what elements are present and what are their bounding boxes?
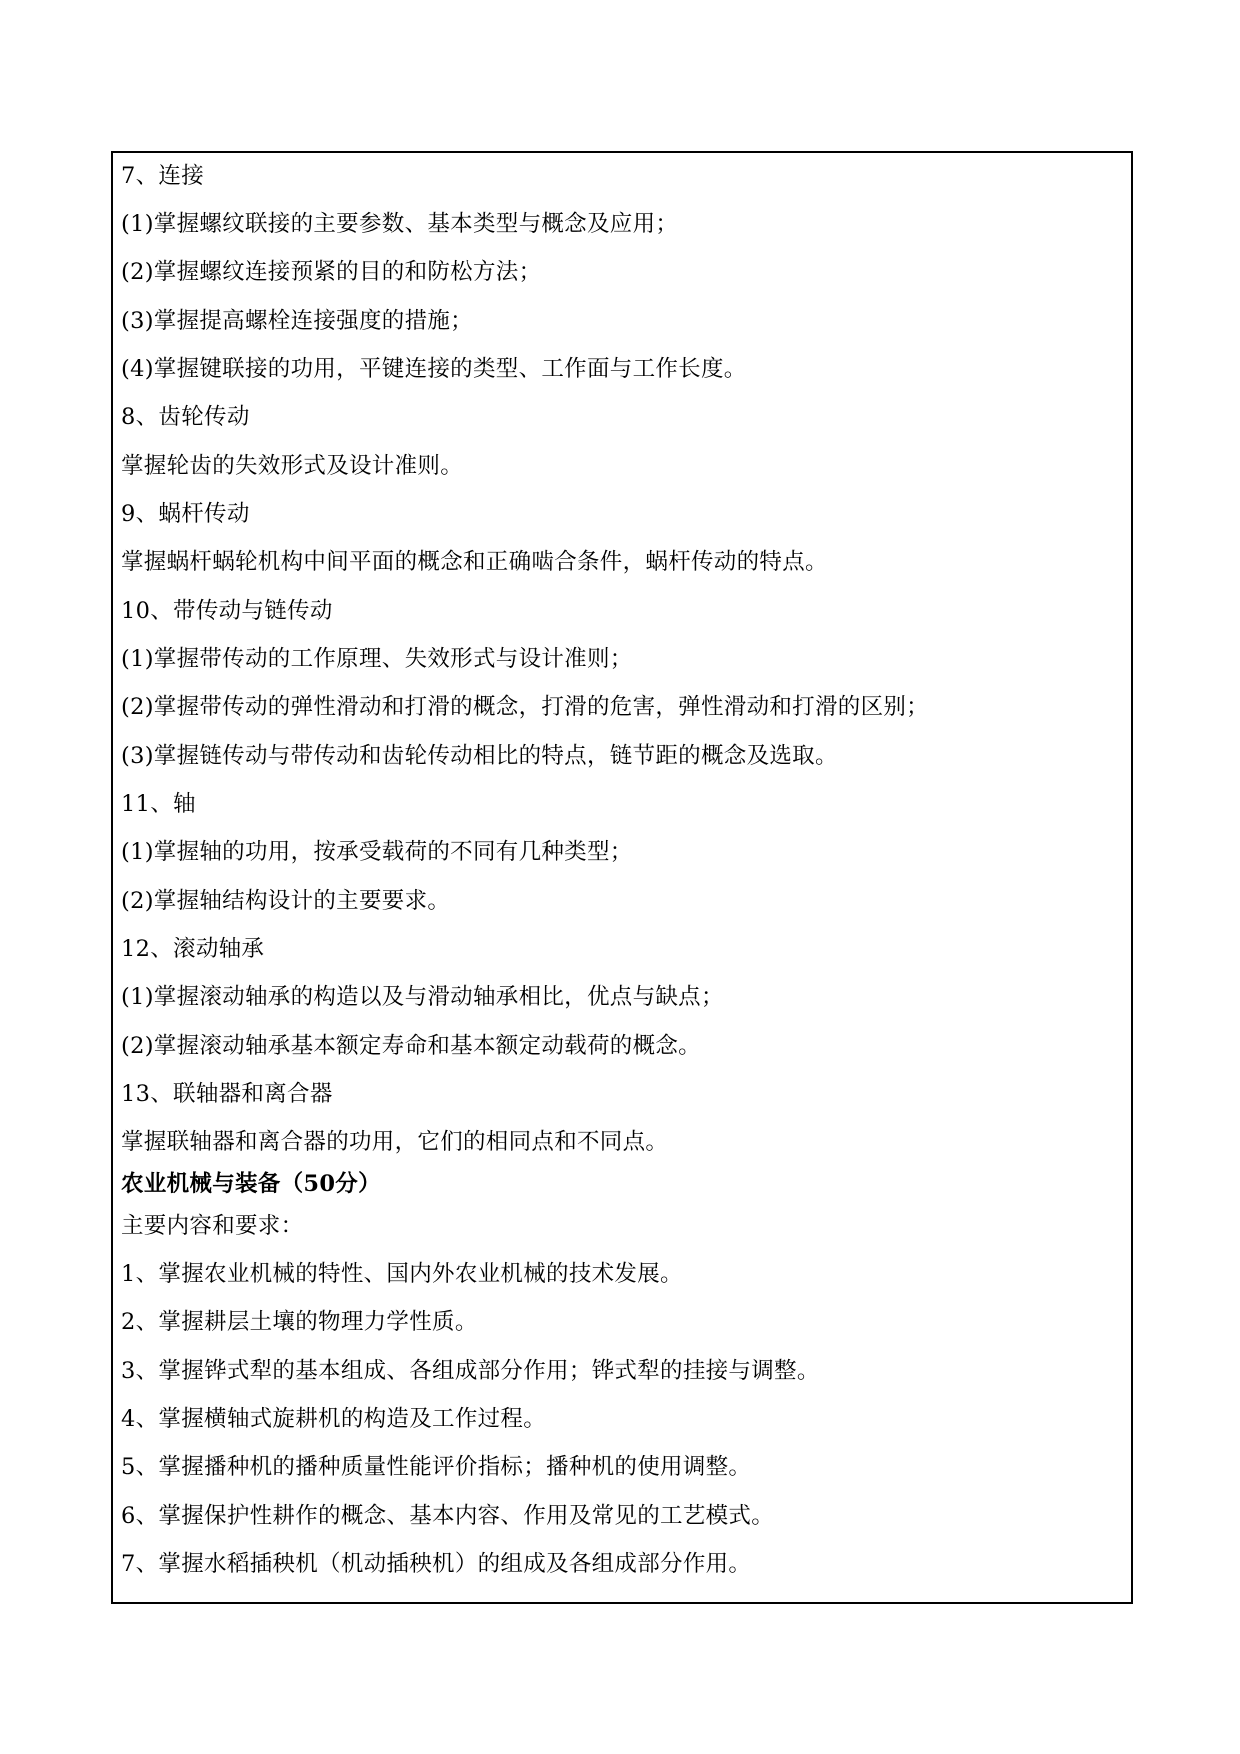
text-line: (1)掌握螺纹联接的主要参数、基本类型与概念及应用； — [121, 211, 679, 237]
text-line: (1)掌握轴的功用，按承受载荷的不同有几种类型； — [121, 839, 633, 865]
text-line: (3)掌握提高螺栓连接强度的措施； — [121, 308, 473, 334]
section-heading-connection: 7、连接 — [121, 163, 205, 189]
subject-heading-agricultural-machinery: 农业机械与装备（50分） — [121, 1171, 381, 1197]
text-line: 7、掌握水稻插秧机（机动插秧机）的组成及各组成部分作用。 — [121, 1551, 752, 1577]
text-line: 1、掌握农业机械的特性、国内外农业机械的技术发展。 — [121, 1261, 683, 1287]
text-line: (2)掌握带传动的弹性滑动和打滑的概念，打滑的危害，弹性滑动和打滑的区别； — [121, 694, 929, 720]
text-line: 6、掌握保护性耕作的概念、基本内容、作用及常见的工艺模式。 — [121, 1503, 775, 1529]
text-line: (2)掌握螺纹连接预紧的目的和防松方法； — [121, 259, 542, 285]
text-line: (4)掌握键联接的功用，平键连接的类型、工作面与工作长度。 — [121, 356, 747, 382]
section-heading-coupling-clutch: 13、联轴器和离合器 — [121, 1081, 333, 1107]
text-line: 2、掌握耕层土壤的物理力学性质。 — [121, 1309, 478, 1335]
text-line: 掌握轮齿的失效形式及设计准则。 — [121, 453, 464, 479]
text-line: (3)掌握链传动与带传动和齿轮传动相比的特点，链节距的概念及选取。 — [121, 743, 838, 769]
text-line: 4、掌握横轴式旋耕机的构造及工作过程。 — [121, 1406, 547, 1432]
text-line: (1)掌握带传动的工作原理、失效形式与设计准则； — [121, 646, 633, 672]
section-heading-worm-drive: 9、蜗杆传动 — [121, 501, 250, 527]
text-line: (2)掌握滚动轴承基本额定寿命和基本额定动载荷的概念。 — [121, 1033, 701, 1059]
section-heading-rolling-bearing: 12、滚动轴承 — [121, 936, 265, 962]
text-line: 掌握联轴器和离合器的功用，它们的相同点和不同点。 — [121, 1129, 669, 1155]
section-heading-belt-chain-drive: 10、带传动与链传动 — [121, 598, 333, 624]
text-line: 3、掌握铧式犁的基本组成、各组成部分作用；铧式犁的挂接与调整。 — [121, 1358, 820, 1384]
text-line: (2)掌握轴结构设计的主要要求。 — [121, 888, 451, 914]
text-line: 5、掌握播种机的播种质量性能评价指标；播种机的使用调整。 — [121, 1454, 752, 1480]
section-heading-gear-drive: 8、齿轮传动 — [121, 404, 250, 430]
text-line: 掌握蜗杆蜗轮机构中间平面的概念和正确啮合条件，蜗杆传动的特点。 — [121, 549, 828, 575]
requirements-heading: 主要内容和要求： — [121, 1213, 304, 1239]
section-heading-shaft: 11、轴 — [121, 791, 196, 817]
text-line: (1)掌握滚动轴承的构造以及与滑动轴承相比，优点与缺点； — [121, 984, 724, 1010]
